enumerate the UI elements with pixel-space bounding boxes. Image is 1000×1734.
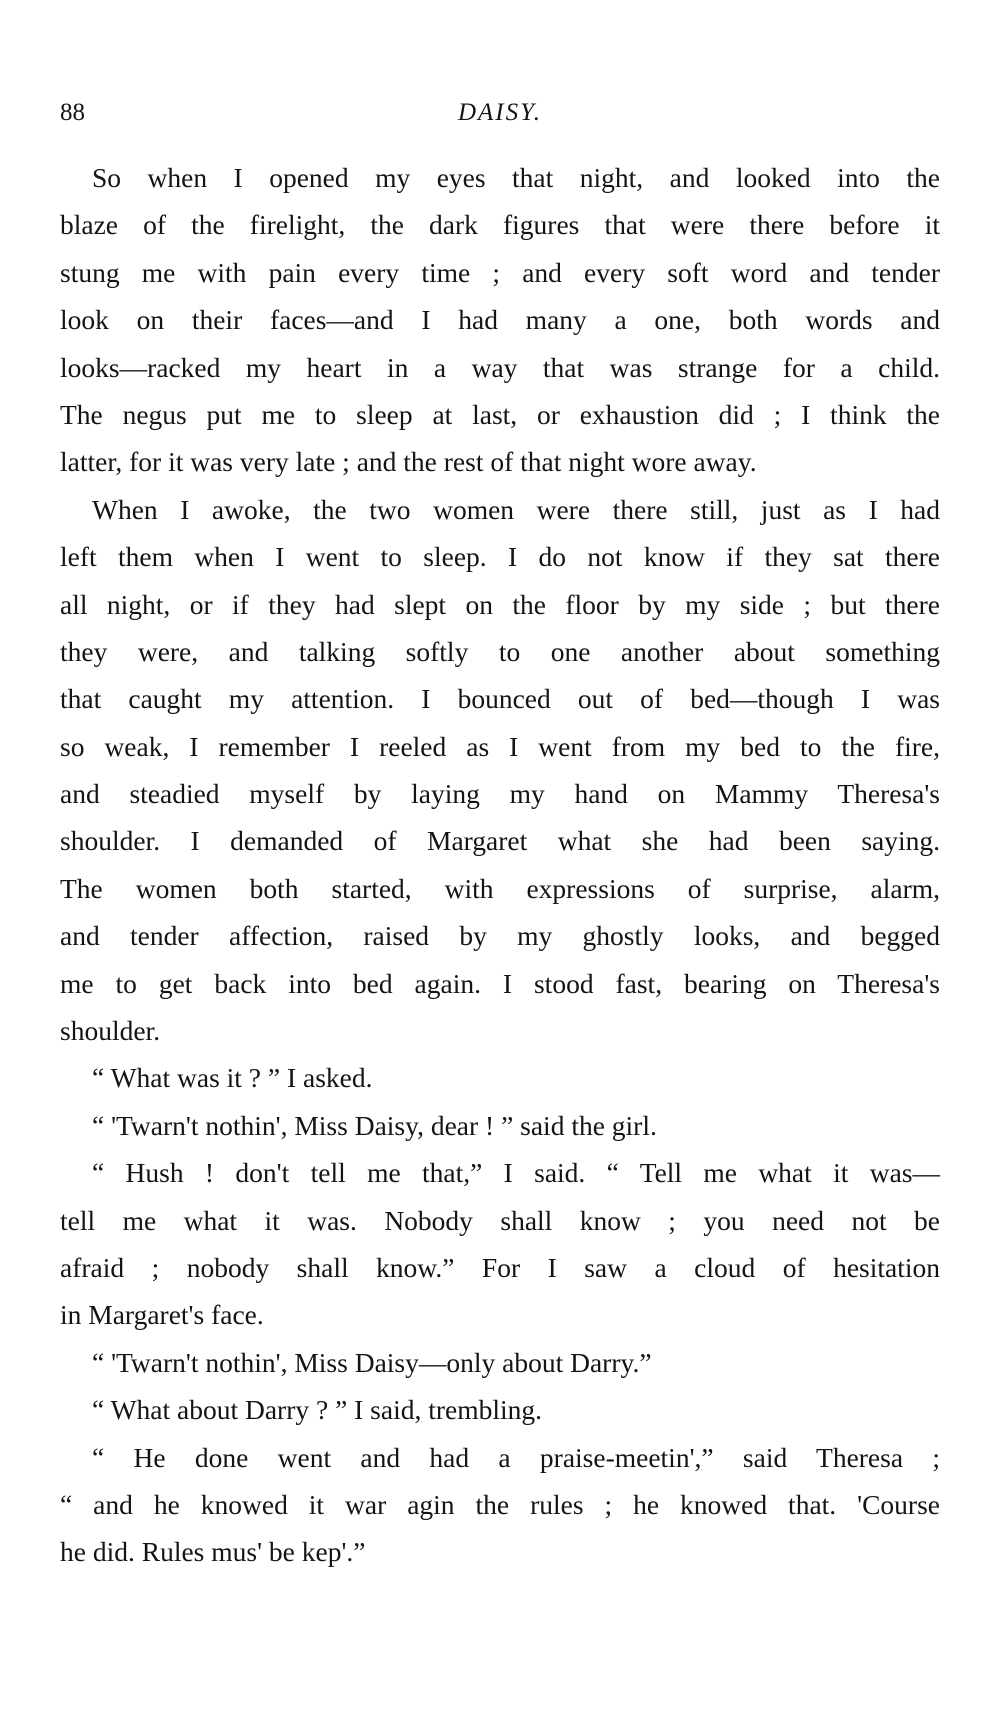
text-line: stung me with pain every time ; and every soft word and tender [60, 256, 940, 288]
text-line: tell me what it was. Nobody shall know ; you need not be [60, 1204, 940, 1236]
text-line: “ 'Twarn't nothin', Miss Daisy, dear ! ” said the girl. [92, 1109, 657, 1141]
text-line: shoulder. I demanded of Margaret what she had been saying. [60, 825, 940, 857]
text-line: look on their faces—and I had many a one, both words and [60, 304, 940, 336]
page-number: 88 [60, 99, 85, 126]
body-text [60, 154, 940, 1576]
text-line: “ He done went and had a praise-meetin',” said Theresa ; [92, 1441, 940, 1473]
page-header [60, 96, 940, 136]
text-line: The women both started, with expressions of surprise, alarm, [60, 872, 940, 904]
text-line: The negus put me to sleep at last, or exhaustion did ; I think the [60, 398, 940, 430]
text-line: “ Hush ! don't tell me that,” I said. “ Tell me what it was— [92, 1157, 940, 1189]
text-line: and tender affection, raised by my ghostly looks, and begged [60, 920, 940, 952]
text-line: all night, or if they had slept on the floor by my side ; but there [60, 588, 940, 620]
text-line: So when I opened my eyes that night, and looked into the [92, 162, 940, 193]
text-line: they were, and talking softly to one another about something [60, 635, 940, 667]
text-line: left them when I went to sleep. I do not know if they sat there [60, 541, 940, 573]
running-title: DAISY. [457, 99, 542, 126]
text-line: “ 'Twarn't nothin', Miss Daisy—only about Darry.” [92, 1346, 652, 1378]
text-line: “ and he knowed it war agin the rules ; he knowed that. 'Course [60, 1488, 940, 1520]
text-line: blaze of the firelight, the dark figures that were there before it [60, 209, 940, 241]
text-line: looks—racked my heart in a way that was strange for a child. [60, 351, 940, 383]
text-line: and steadied myself by laying my hand on Mammy Theresa's [60, 778, 940, 810]
text-line: so weak, I remember I reeled as I went from my bed to the fire, [60, 730, 940, 762]
text-line: he did. Rules mus' be kep'.” [60, 1536, 366, 1568]
text-line: afraid ; nobody shall know.” For I saw a cloud of hesitation [60, 1251, 940, 1283]
text-line: that caught my attention. I bounced out of bed—though I was [60, 683, 940, 715]
text-line: me to get back into bed again. I stood fast, bearing on Theresa's [60, 967, 940, 999]
text-line: “ What about Darry ? ” I said, trembling. [92, 1394, 543, 1426]
text-line: latter, for it was very late ; and the rest of that night wore away. [60, 446, 757, 478]
text-line: “ What was it ? ” I asked. [92, 1062, 373, 1094]
text-line: shoulder. [60, 1015, 161, 1047]
text-line: in Margaret's face. [60, 1299, 264, 1331]
text-line: When I awoke, the two women were there still, just as I had [92, 493, 940, 525]
